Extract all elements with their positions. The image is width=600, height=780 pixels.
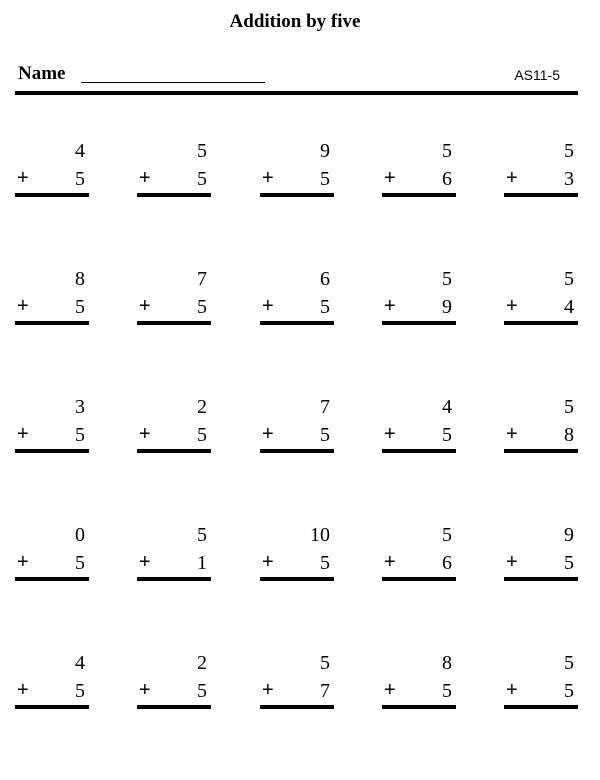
answer-line[interactable] (382, 193, 456, 197)
answer-line[interactable] (260, 449, 334, 453)
answer-line[interactable] (137, 193, 211, 197)
problem-row (15, 268, 578, 396)
top-addend: 5 (320, 652, 330, 674)
answer-line[interactable] (382, 449, 456, 453)
plus-sign: + (262, 423, 274, 445)
bottom-addend: 5 (75, 168, 85, 190)
plus-sign: + (262, 679, 274, 701)
plus-sign: + (17, 679, 29, 701)
addition-problem (504, 524, 578, 582)
answer-line[interactable] (137, 449, 211, 453)
bottom-addend: 3 (564, 168, 574, 190)
top-addend: 7 (197, 268, 207, 290)
top-addend: 5 (197, 524, 207, 546)
answer-line[interactable] (382, 577, 456, 581)
addition-problem (260, 140, 334, 198)
problem-grid (15, 140, 578, 780)
bottom-addend: 5 (320, 424, 330, 446)
problem-row (15, 524, 578, 652)
answer-line[interactable] (15, 577, 89, 581)
top-addend: 9 (564, 524, 574, 546)
bottom-addend: 5 (442, 680, 452, 702)
addition-problem (382, 140, 456, 198)
top-addend: 5 (442, 140, 452, 162)
top-addend: 4 (75, 140, 85, 162)
top-addend: 3 (75, 396, 85, 418)
top-addend: 5 (197, 140, 207, 162)
name-label: Name (18, 63, 66, 84)
top-addend: 9 (320, 140, 330, 162)
plus-sign: + (384, 167, 396, 189)
top-addend: 5 (564, 140, 574, 162)
answer-line[interactable] (137, 705, 211, 709)
plus-sign: + (384, 423, 396, 445)
top-addend: 10 (310, 524, 330, 546)
bottom-addend: 6 (442, 552, 452, 574)
plus-sign: + (384, 679, 396, 701)
top-addend: 5 (442, 268, 452, 290)
bottom-addend: 5 (320, 168, 330, 190)
addition-problem (504, 140, 578, 198)
top-addend: 8 (442, 652, 452, 674)
plus-sign: + (139, 679, 151, 701)
plus-sign: + (17, 167, 29, 189)
plus-sign: + (506, 679, 518, 701)
plus-sign: + (384, 295, 396, 317)
plus-sign: + (17, 295, 29, 317)
bottom-addend: 9 (442, 296, 452, 318)
bottom-addend: 5 (75, 424, 85, 446)
answer-line[interactable] (260, 705, 334, 709)
worksheet-code: AS11-5 (514, 67, 560, 83)
problem-row (15, 396, 578, 524)
answer-line[interactable] (137, 577, 211, 581)
addition-problem (504, 396, 578, 454)
bottom-addend: 1 (197, 552, 207, 574)
addition-problem (382, 524, 456, 582)
addition-problem (137, 140, 211, 198)
top-addend: 4 (442, 396, 452, 418)
answer-line[interactable] (260, 321, 334, 325)
name-blank-line[interactable] (81, 82, 265, 83)
name-row (18, 62, 578, 88)
addition-problem (504, 652, 578, 710)
plus-sign: + (262, 551, 274, 573)
bottom-addend: 5 (75, 552, 85, 574)
answer-line[interactable] (260, 193, 334, 197)
bottom-addend: 8 (564, 424, 574, 446)
answer-line[interactable] (504, 193, 578, 197)
answer-line[interactable] (504, 705, 578, 709)
addition-problem (260, 652, 334, 710)
plus-sign: + (139, 167, 151, 189)
top-addend: 8 (75, 268, 85, 290)
plus-sign: + (139, 551, 151, 573)
bottom-addend: 5 (564, 680, 574, 702)
plus-sign: + (262, 295, 274, 317)
top-addend: 6 (320, 268, 330, 290)
bottom-addend: 5 (75, 680, 85, 702)
answer-line[interactable] (260, 577, 334, 581)
answer-line[interactable] (137, 321, 211, 325)
bottom-addend: 5 (564, 552, 574, 574)
answer-line[interactable] (382, 705, 456, 709)
addition-problem (137, 652, 211, 710)
bottom-addend: 5 (320, 296, 330, 318)
plus-sign: + (139, 423, 151, 445)
addition-problem (382, 652, 456, 710)
addition-problem (260, 396, 334, 454)
plus-sign: + (506, 167, 518, 189)
bottom-addend: 5 (320, 552, 330, 574)
addition-problem (137, 268, 211, 326)
addition-problem (15, 524, 89, 582)
bottom-addend: 5 (75, 296, 85, 318)
answer-line[interactable] (504, 321, 578, 325)
bottom-addend: 4 (564, 296, 574, 318)
addition-problem (137, 524, 211, 582)
addition-problem (504, 268, 578, 326)
addition-problem (15, 396, 89, 454)
plus-sign: + (506, 295, 518, 317)
bottom-addend: 5 (197, 296, 207, 318)
top-addend: 4 (75, 652, 85, 674)
plus-sign: + (262, 167, 274, 189)
addition-problem (260, 524, 334, 582)
top-addend: 0 (75, 524, 85, 546)
worksheet-title: Addition by five (229, 11, 361, 32)
bottom-addend: 7 (320, 680, 330, 702)
answer-line[interactable] (15, 193, 89, 197)
addition-problem (15, 268, 89, 326)
answer-line[interactable] (15, 321, 89, 325)
bottom-addend: 6 (442, 168, 452, 190)
answer-line[interactable] (15, 705, 89, 709)
addition-problem (260, 268, 334, 326)
bottom-addend: 5 (197, 680, 207, 702)
addition-problem (137, 396, 211, 454)
plus-sign: + (139, 295, 151, 317)
top-addend: 5 (442, 524, 452, 546)
bottom-addend: 5 (197, 424, 207, 446)
addition-problem (15, 652, 89, 710)
addition-problem (382, 268, 456, 326)
answer-line[interactable] (15, 449, 89, 453)
top-addend: 5 (564, 268, 574, 290)
addition-problem (382, 396, 456, 454)
answer-line[interactable] (504, 577, 578, 581)
top-addend: 5 (564, 652, 574, 674)
header-divider (15, 91, 578, 95)
bottom-addend: 5 (442, 424, 452, 446)
answer-line[interactable] (382, 321, 456, 325)
plus-sign: + (384, 551, 396, 573)
problem-row (15, 652, 578, 780)
plus-sign: + (17, 423, 29, 445)
top-addend: 5 (564, 396, 574, 418)
problem-row (15, 140, 578, 268)
answer-line[interactable] (504, 449, 578, 453)
top-addend: 2 (197, 652, 207, 674)
plus-sign: + (17, 551, 29, 573)
plus-sign: + (506, 551, 518, 573)
plus-sign: + (506, 423, 518, 445)
top-addend: 2 (197, 396, 207, 418)
top-addend: 7 (320, 396, 330, 418)
bottom-addend: 5 (197, 168, 207, 190)
addition-problem (15, 140, 89, 198)
